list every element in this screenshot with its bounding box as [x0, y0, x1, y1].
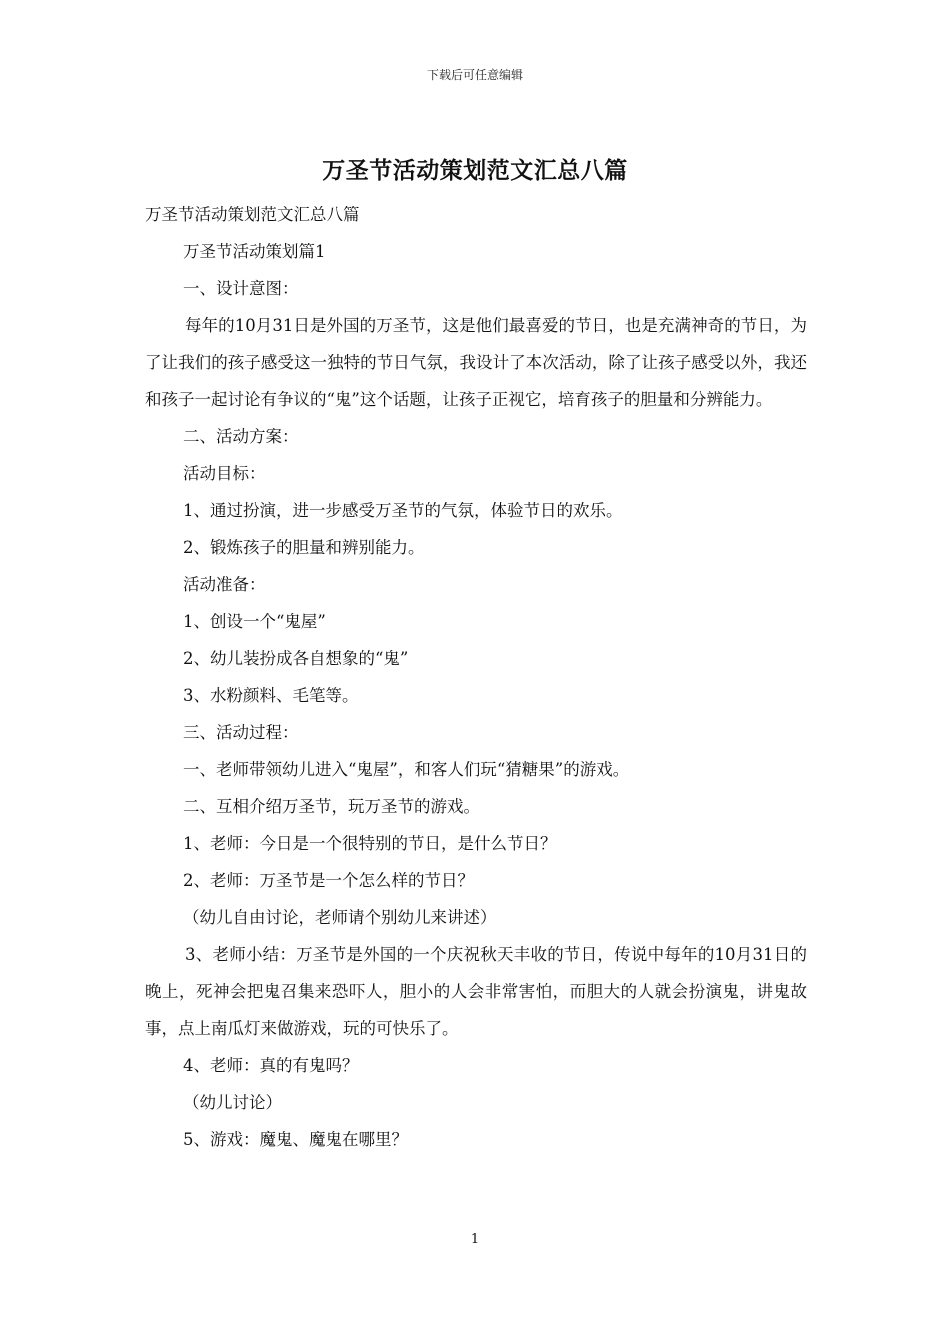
- list-item: 2、老师：万圣节是一个怎么样的节日？: [183, 871, 474, 890]
- paragraph-section-heading: 万圣节活动策划篇1: [183, 242, 326, 261]
- page-number: 1: [470, 1232, 480, 1247]
- list-item: 一、老师带领幼儿进入“鬼屋”，和客人们玩“猜糖果”的游戏。: [183, 760, 630, 779]
- paragraph-heading: 活动目标：: [183, 464, 266, 483]
- list-item: 1、通过扮演，进一步感受万圣节的气氛，体验节日的欢乐。: [183, 501, 623, 520]
- list-item: 2、锻炼孩子的胆量和辨别能力。: [183, 538, 425, 557]
- paragraph-body: 每年的10月31日是外国的万圣节，这是他们最喜爱的节日，也是充满神奇的节日，为了让我们的孩子感受这一独特的节日气氛，我设计了本次活动，除了让孩子感受以外，我还和孩子一起讨论有争议的“鬼”这个话题，让孩子正视它，培育孩子的胆量和分辨能力。: [145, 316, 807, 409]
- header-note: 下载后可任意编辑: [426, 68, 523, 82]
- list-item: 4、老师：真的有鬼吗？: [183, 1056, 359, 1075]
- paragraph-heading: 活动准备：: [183, 575, 266, 594]
- paragraph-heading: 一、设计意图：: [183, 279, 299, 298]
- paragraph-heading: 三、活动过程：: [183, 723, 299, 742]
- paragraph-note: （幼儿讨论）: [183, 1093, 282, 1112]
- list-item: 1、创设一个“鬼屋”: [183, 612, 326, 631]
- list-item: 5、游戏：魔鬼、魔鬼在哪里？: [183, 1130, 408, 1149]
- paragraph-subtitle: 万圣节活动策划范文汇总八篇: [145, 205, 360, 224]
- list-item: 1、老师：今日是一个很特别的节日，是什么节日？: [183, 834, 557, 853]
- paragraph-heading: 二、活动方案：: [183, 427, 299, 446]
- document-title: 万圣节活动策划范文汇总八篇: [322, 157, 628, 184]
- paragraph-body: 3、老师小结：万圣节是外国的一个庆祝秋天丰收的节日，传说中每年的10月31日的晚上，死神会把鬼召集来恐吓人，胆小的人会非常害怕，而胆大的人就会扮演鬼，讲鬼故事，点上南瓜灯来做游戏，玩的可快乐了。: [145, 945, 807, 1038]
- list-item: 二、互相介绍万圣节，玩万圣节的游戏。: [183, 797, 480, 816]
- list-item: 2、幼儿装扮成各自想象的“鬼”: [183, 649, 409, 668]
- paragraph-note: （幼儿自由讨论，老师请个别幼儿来讲述）: [183, 908, 497, 927]
- list-item: 3、水粉颜料、毛笔等。: [183, 686, 359, 705]
- document-body: [145, 196, 807, 1158]
